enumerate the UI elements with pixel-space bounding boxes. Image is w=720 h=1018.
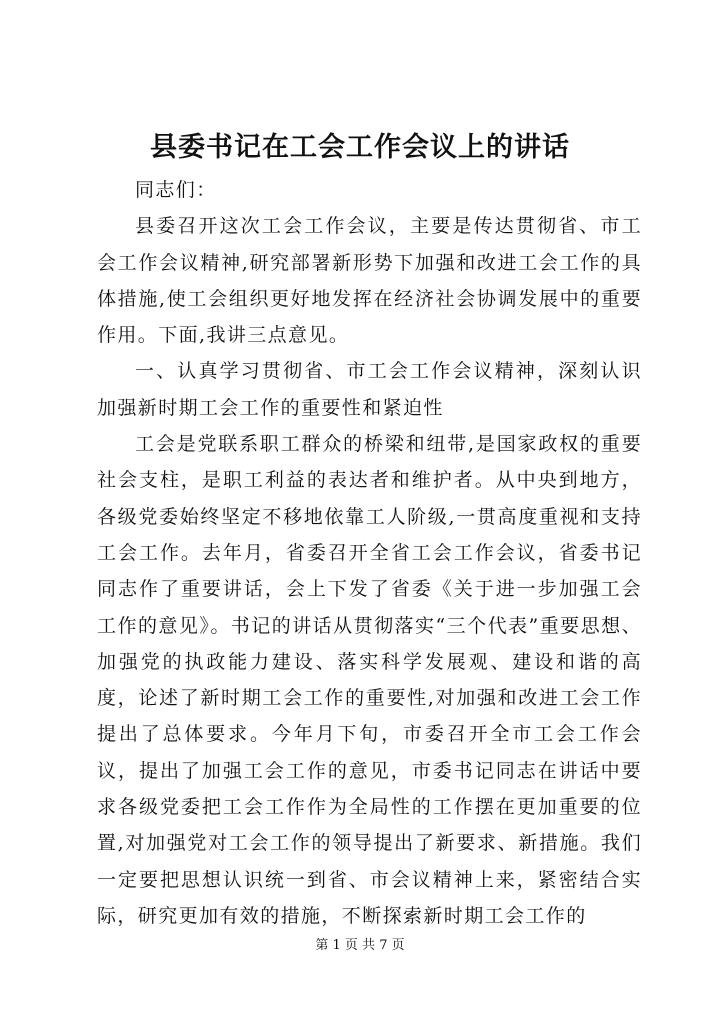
- page-number-footer: 第 1 页 共 7 页: [315, 938, 405, 953]
- body-paragraph: 县委召开这次工会工作会议，主要是传达贯彻省、市工会工作会议精神,研究部署新形势下加强和改进工会工作的具体措施,使工会组织更好地发挥在经济社会协调发展中的重要作用。下面,我讲三点意见。: [97, 215, 642, 347]
- body-paragraph: 工会是党联系职工群众的桥梁和纽带,是国家政权的重要社会支柱，是职工利益的表达者和维护者。从中央到地方，各级党委始终坚定不移地依靠工人阶级,一贯高度重视和支持工会工作。去年月，省委召开全省工会工作会议，省委书记同志作了重要讲话，会上下发了省委《关于进一步加强工会工作的意见》。书记的讲话从贯彻落实“三个代表”重要思想、加强党的执政能力建设、落实科学发展观、建设和谐的高度，论述了新时期工会工作的重要性,对加强和改进工会工作提出了总体要求。今年月下旬，市委召开全市工会工作会议，提出了加强工会工作的意见，市委书记同志在讲话中要求各级党委把工会工作作为全局性的工作摆在更加重要的位置,对加强党对工会工作的领导提出了新要求、新措施。我们一定要把思想认识统一到省、市会议精神上来，紧密结合实际，研究更加有效的措施，不断探索新时期工会工作的: [97, 433, 642, 927]
- section-heading-paragraph: 一、认真学习贯彻省、市工会工作会议精神，深刻认识加强新时期工会工作的重要性和紧迫性: [97, 360, 642, 419]
- salutation-paragraph: 同志们：: [135, 179, 217, 201]
- document-body: [97, 172, 642, 934]
- document-title: 县委书记在工会工作会议上的讲话: [150, 132, 570, 163]
